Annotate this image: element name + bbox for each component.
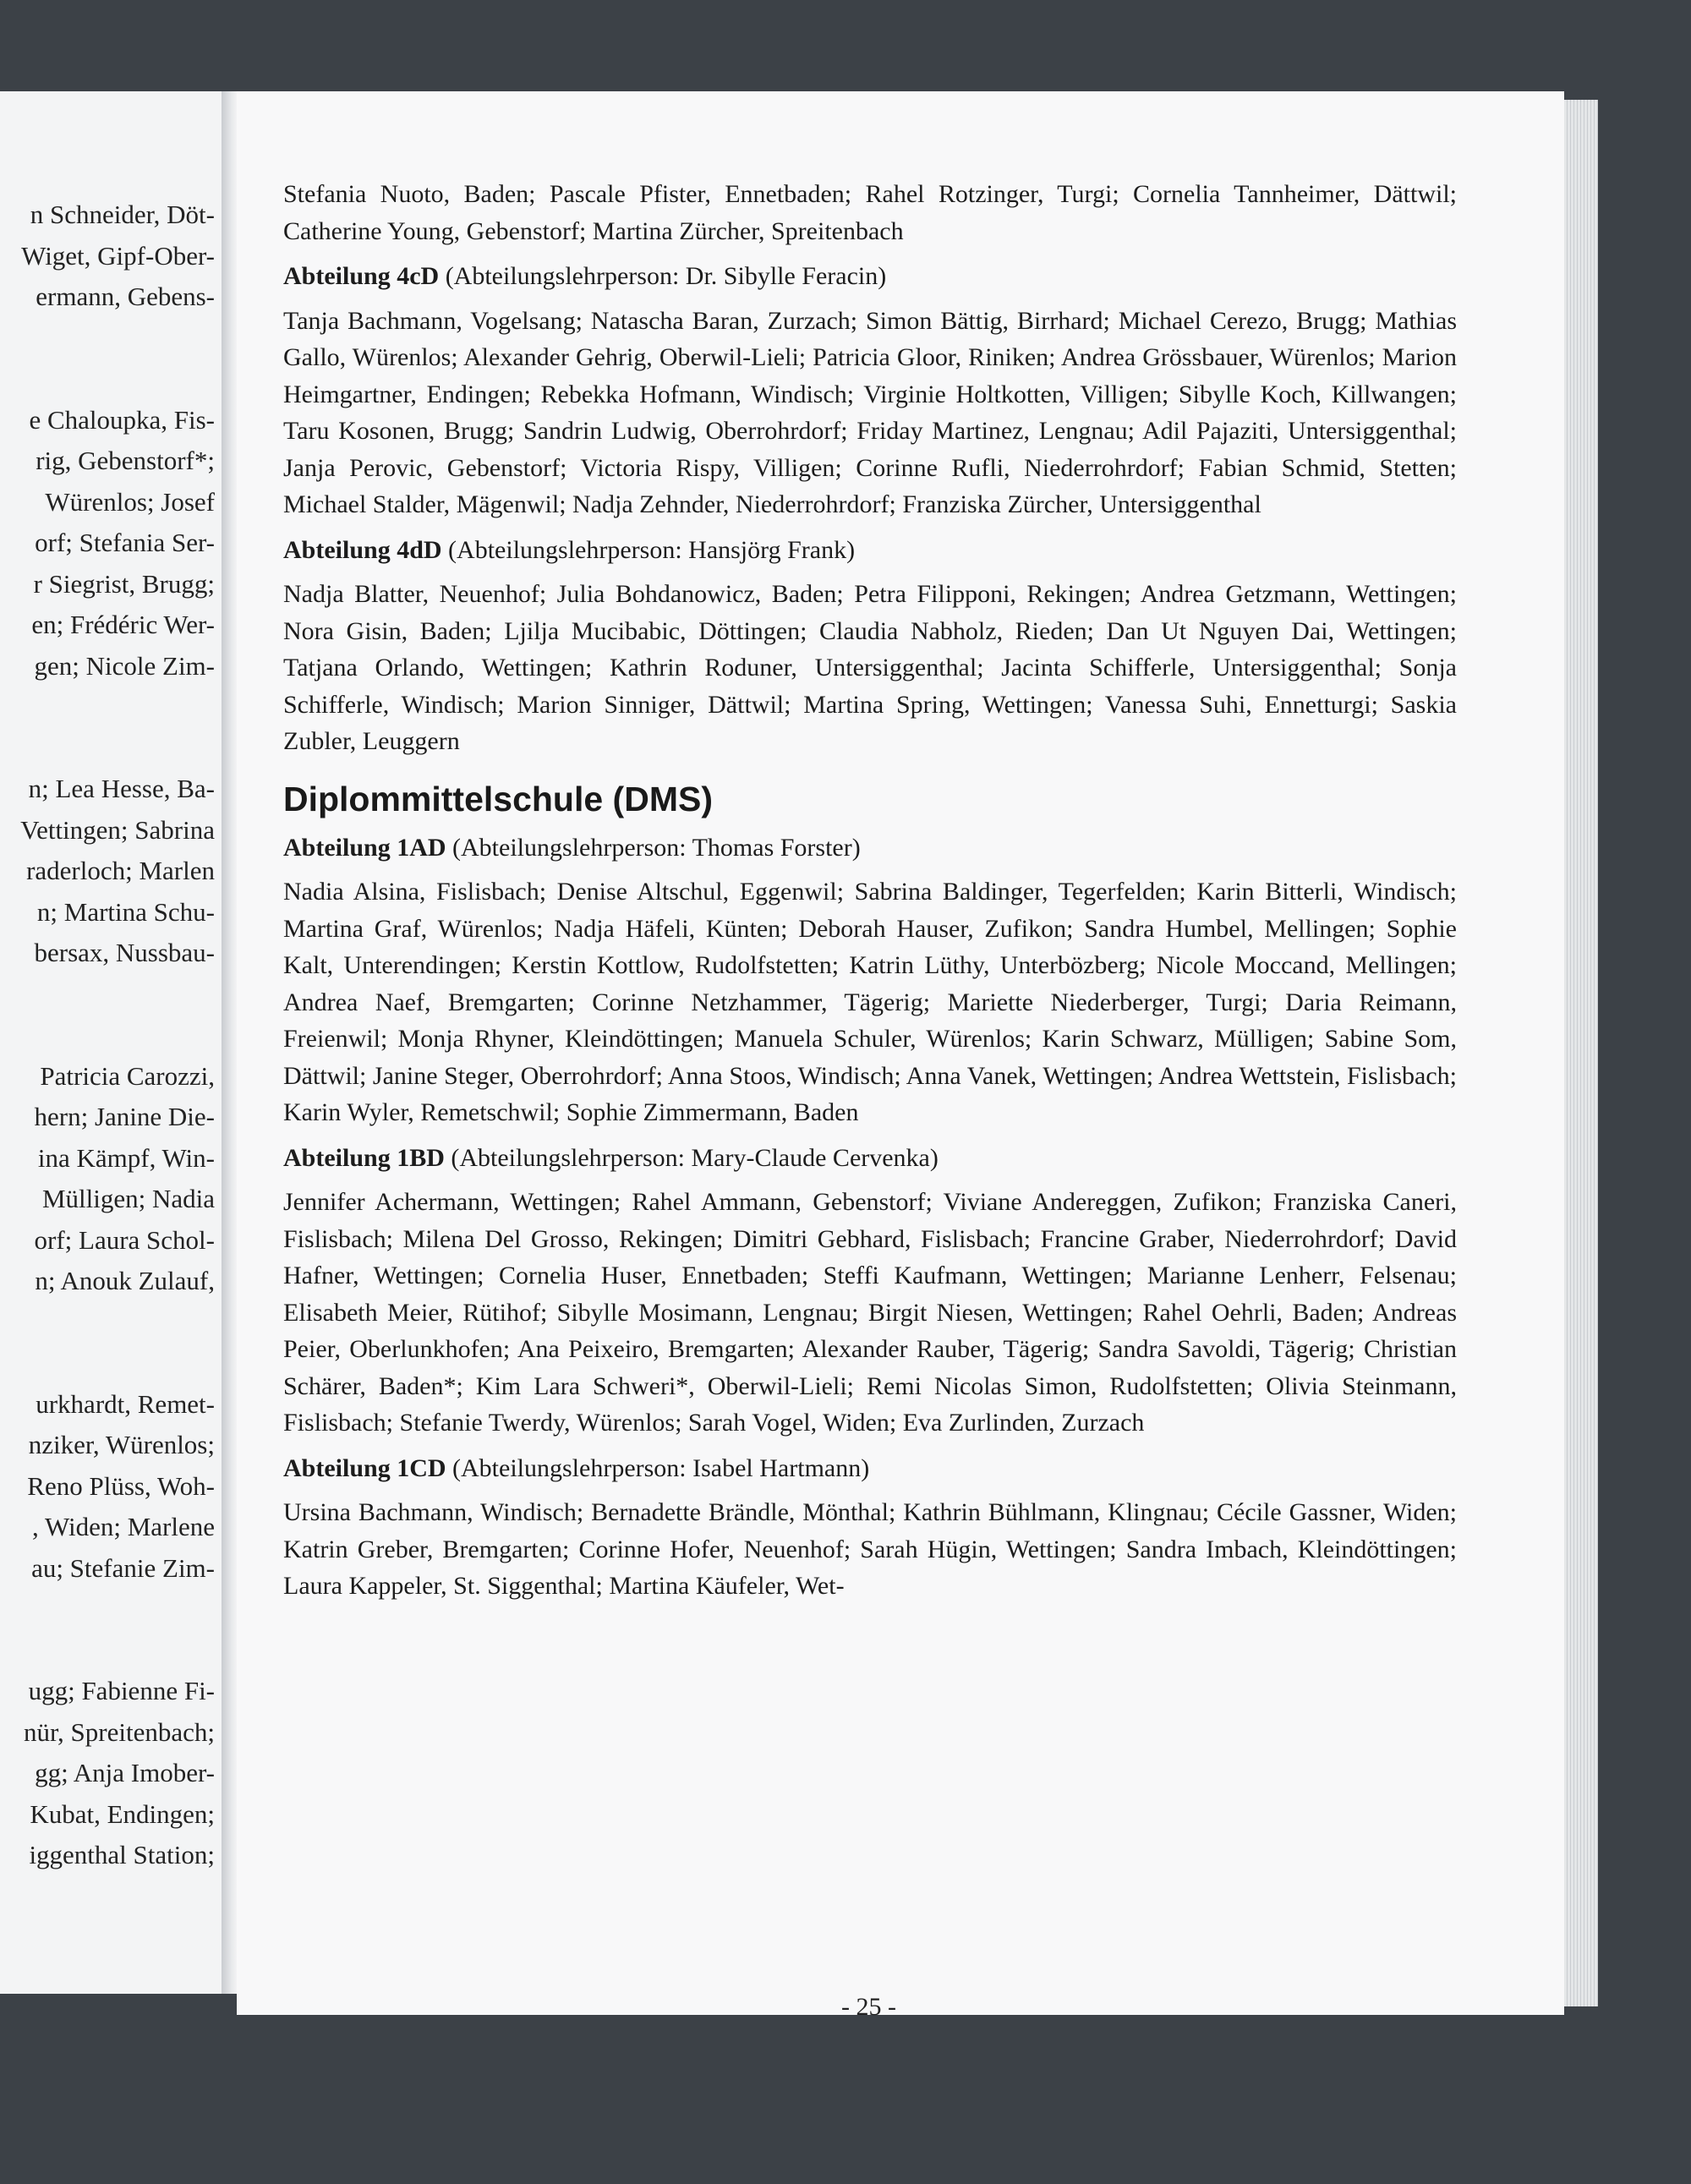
left-page-line xyxy=(0,1015,215,1056)
left-page-line: urkhardt, Remet- xyxy=(36,1388,215,1419)
left-page-line xyxy=(0,318,215,359)
left-page-line: n Schneider, Döt- xyxy=(30,200,215,229)
intro-paragraph: Stefania Nuoto, Baden; Pascale Pfister, Ennetbaden; Rahel Rotzinger, Turgi; Cornelia Tannheimer, Dättwil; Catherine Young, Gebenstorf; Martina Zürcher, Spreitenbach xyxy=(283,180,1457,245)
left-page-line: Würenlos; Josef xyxy=(45,486,215,517)
left-page-line: ina Kämpf, Win- xyxy=(37,1142,215,1173)
right-page-content xyxy=(283,176,1457,1613)
group-names: Tanja Bachmann, Vogelsang; Natascha Baran, Zurzach; Simon Bättig, Birrhard; Michael Cerezo, Brugg; Mathias Gallo, Würenlos; Alexander Gehrig, Oberwil-Lieli; Patricia Gloor, Riniken; Andrea Grössbauer, Würenlos; Marion Heimgartner, Endingen; Rebekka Hofmann, Windisch; Virginie Holtkotten, Villigen; Sibylle Koch, Killwangen; Taru Kosonen, Brugg; Sandrin Ludwig, Oberrohrdorf; Friday Martinez, Lengnau; Adil Pajaziti, Untersiggenthal; Janja Perovic, Gebenstorf; Victoria Rispy, Villigen; Corinne Rufli, Niederrohrdorf; Fabian Schmid, Stetten; Michael Stalder, Mägenwil; Nadja Zehnder, Niederrohrdorf; Franziska Zürcher, Untersiggenthal xyxy=(283,306,1457,518)
group-teacher: (Abteilungslehrperson: Mary-Claude Cervenka) xyxy=(444,1143,939,1172)
left-page-line: Kubat, Endingen; xyxy=(30,1798,215,1829)
book-gutter xyxy=(222,91,238,1994)
group-heading xyxy=(283,1140,1457,1177)
left-page-line: iggenthal Station; xyxy=(29,1840,215,1869)
left-page-line: n; Anouk Zulauf, xyxy=(35,1266,215,1295)
left-page-line: gg; Anja Imober- xyxy=(35,1758,215,1787)
group-teacher: (Abteilungslehrperson: Dr. Sibylle Feracin) xyxy=(439,262,887,290)
left-page-line xyxy=(0,728,215,769)
group-names: Jennifer Achermann, Wettingen; Rahel Ammann, Gebenstorf; Viviane Andereggen, Zufikon; Franziska Caneri, Fislisbach; Milena Del Grosso, Rekingen; Dimitri Gebhard, Fislisbach; Francine Graber, Niederrohrdorf; David Hafner, Wettingen; Cornelia Huser, Ennetbaden; Steffi Kaufmann, Wettingen; Marianne Lenherr, Felsenau; Elisabeth Meier, Rütihof; Sibylle Mosimann, Lengnau; Birgit Niesen, Wettingen; Rahel Oehrli, Baden; Andreas Peier, Oberlunkhofen; Ana Peixeiro, Bremgarten; Alexander Rauber, Tägerig; Sandra Savoldi, Tägerig; Christian Schärer, Baden*; Kim Lara Schweri*, Oberwil-Lieli; Remi Nicolas Simon, Rudolfstetten; Olivia Steinmann, Fislisbach; Stefanie Twerdy, Würenlos; Sarah Vogel, Widen; Eva Zurlinden, Zurzach xyxy=(283,1188,1457,1437)
left-page-line: ugg; Fabienne Fi- xyxy=(28,1676,215,1705)
group-teacher: (Abteilungslehrperson: Hansjörg Frank) xyxy=(441,535,856,564)
left-page-line xyxy=(0,1589,215,1630)
group-label: Abteilung 4dD xyxy=(283,535,442,564)
left-page-line: raderloch; Marlen xyxy=(26,856,215,885)
group-teacher: (Abteilungslehrperson: Thomas Forster) xyxy=(446,833,861,862)
left-page-line: orf; Stefania Ser- xyxy=(35,528,215,557)
group-label: Abteilung 1CD xyxy=(283,1453,446,1482)
group-teacher: (Abteilungslehrperson: Isabel Hartmann) xyxy=(446,1453,870,1482)
left-page-line: hern; Janine Die- xyxy=(34,1102,215,1131)
left-page-line: Reno Plüss, Woh- xyxy=(27,1470,215,1501)
group-heading xyxy=(283,829,1457,867)
left-page-line: e Chaloupka, Fis- xyxy=(29,404,215,435)
left-page-line xyxy=(0,1630,215,1672)
left-page-line: ermann, Gebens- xyxy=(36,282,215,311)
page-number: - 25 - xyxy=(841,1993,896,2021)
group-names: Nadia Alsina, Fislisbach; Denise Altschul, Eggenwil; Sabrina Baldinger, Tegerfelden; Karin Bitterli, Windisch; Martina Graf, Würenlos; Nadja Häfeli, Künten; Deborah Hauser, Zufikon; Sandra Humbel, Mellingen; Sophie Kalt, Unterendingen; Kerstin Kottlow, Rudolfstetten; Katrin Lüthy, Unterbözberg; Nicole Moccand, Mellingen; Andrea Naef, Bremgarten; Corinne Netzhammer, Tägerig; Mariette Niederberger, Turgi; Daria Reimann, Freienwil; Monja Rhyner, Kleindöttingen; Manuela Schuler, Würenlos; Karin Schwarz, Mülligen; Sabine Som, Dättwil; Janine Steger, Oberrohrdorf; Anna Stoos, Windisch; Anna Vanek, Wettingen; Andrea Wettstein, Fislisbach; Karin Wyler, Remetschwil; Sophie Zimmermann, Baden xyxy=(283,878,1457,1126)
group-1BD xyxy=(283,1140,1457,1442)
group-1CD xyxy=(283,1450,1457,1605)
group-4cD xyxy=(283,258,1457,523)
left-page-line: r Siegrist, Brugg; xyxy=(33,568,215,599)
left-page-line: Patricia Carozzi, xyxy=(40,1060,215,1091)
group-names: Nadja Blatter, Neuenhof; Julia Bohdanowicz, Baden; Petra Filipponi, Rekingen; Andrea Getzmann, Wettingen; Nora Gisin, Baden; Ljilja Mucibabic, Döttingen; Claudia Nabholz, Rieden; Dan Ut Nguyen Dai, Wettingen; Tatjana Orlando, Wettingen; Kathrin Roduner, Untersiggenthal; Jacinta Schifferle, Untersiggenthal; Sonja Schifferle, Windisch; Marion Sinniger, Dättwil; Martina Spring, Wettingen; Vanessa Suhi, Ennetturgi; Saskia Zubler, Leuggern xyxy=(283,580,1457,755)
group-4dD xyxy=(283,532,1457,760)
left-page-line: gen; Nicole Zim- xyxy=(34,650,215,681)
left-page-text xyxy=(0,194,215,1876)
left-page-line: au; Stefanie Zim- xyxy=(31,1552,215,1583)
group-heading xyxy=(283,1450,1457,1487)
left-page-line: Vettingen; Sabrina xyxy=(20,814,215,845)
left-page-line xyxy=(0,687,215,728)
left-page-line xyxy=(0,974,215,1015)
group-label: Abteilung 4cD xyxy=(283,262,440,290)
left-page-line xyxy=(0,1302,215,1344)
left-page-line: Wiget, Gipf-Ober- xyxy=(21,240,215,271)
left-page-line: n; Martina Schu- xyxy=(36,896,215,927)
group-names: Ursina Bachmann, Windisch; Bernadette Brändle, Mönthal; Kathrin Bühlmann, Klingnau; Cécile Gassner, Widen; Katrin Greber, Bremgarten; Corinne Hofer, Neuenhof; Sarah Hügin, Wettingen; Sandra Imbach, Kleindöttingen; Laura Kappeler, St. Siggenthal; Martina Käufeler, Wet- xyxy=(283,1498,1457,1600)
section-title: Diplommittelschule (DMS) xyxy=(283,779,713,818)
group-heading xyxy=(283,258,1457,295)
page-edges xyxy=(1564,100,1598,2006)
left-page-line xyxy=(0,1343,215,1384)
left-page-line: nür, Spreitenbach; xyxy=(23,1716,215,1747)
left-page-line: , Widen; Marlene xyxy=(32,1512,215,1541)
left-page xyxy=(0,91,227,1994)
left-page-line: en; Frédéric Wer- xyxy=(31,610,215,639)
group-heading xyxy=(283,532,1457,569)
left-page-line: rig, Gebenstorf*; xyxy=(36,446,215,475)
group-label: Abteilung 1BD xyxy=(283,1143,445,1172)
left-page-line: bersax, Nussbau- xyxy=(34,938,215,967)
left-page-line: n; Lea Hesse, Ba- xyxy=(28,774,215,803)
left-page-line xyxy=(0,359,215,400)
left-page-line: nziker, Würenlos; xyxy=(28,1430,215,1459)
left-page-line: orf; Laura Schol- xyxy=(34,1224,215,1255)
left-page-line: Mülligen; Nadia xyxy=(41,1184,215,1213)
group-label: Abteilung 1AD xyxy=(283,833,446,862)
group-1AD xyxy=(283,829,1457,1131)
